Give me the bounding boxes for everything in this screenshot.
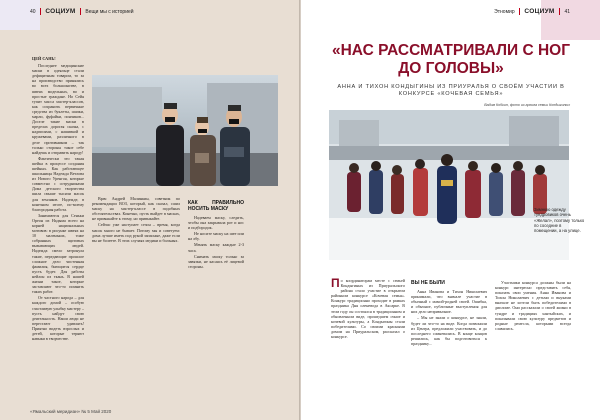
- paragraph: Анна Иванова и Тихон Николаевич принимали, что вначале участие в обычный с мамой-родней своей. Ошибка, и обычное, публичные выступления для них дело непривычное.: [411, 289, 487, 315]
- sidebar-tip: Не носите маску на шее или на лбу.: [188, 231, 244, 242]
- section-name: СОЦИУМ: [524, 8, 555, 15]
- paragraph: – Мы не знали о конкурсе, не знали, будет ли что-то на виде. Когда позвонили из Центра, предложили участвовать, и до последнего сомневались. В конце концов решились, как бы подготовиться к празднику...: [411, 315, 487, 346]
- page-number: 41: [564, 9, 570, 15]
- column-heading: ВЫ НЕ БЫЛИ: [411, 280, 445, 286]
- left-column-1: [32, 56, 84, 386]
- paragraph: Участники конкурса должны были на конкурс интересно представить себя, показать свои умения. Анна Иванова и Тихон Николаевич с детьми и внуками вначале не хотели быть победителями в дипломе. Они рассказали о своей жизни в тундре и традициях хантыйских, и показывали свою культуру предметов и родные ремесла, которыми всегда славились.: [495, 280, 571, 331]
- section-divider: [519, 8, 520, 15]
- paragraph: Врач Андрей Малинкин, советник по рекомендации ВОЗ, который, как сказал, сшил маску на мастер-классе в подобных обстоятельствах. Конечно, пусть выйдет в масках, не привыкайте к этому, но привыкайте.: [92, 196, 180, 222]
- paragraph: Сейчас уже наступает сезон – время, когда масок много не бывает. Потому мы и советуем: дома лучше иметь под рукой запасные, даже если вы не болеете. В этих случаях медики и больных.: [92, 222, 180, 243]
- right-column-2: [411, 280, 487, 400]
- section-divider: [80, 8, 81, 15]
- paragraph: Последнее медицинские маски в одеяльце стали дефицитным товаром, то за на производство принялись во всех большинстве, в швеях модельных, во и простые граждане. Но Сейя тупит масса мастер-классов, как сохранить первичные средства из буклеты, шапки, марли, фуфайки, пончиков... Доселе такие маски в пределах дорогая сказка, с надписями, с нашивкой и кружевами, различного в деле противником – так только стороны такое себе найдешь и отправить народу!: [32, 63, 84, 155]
- paragraph: Занимаются для Сеньки Ореон из Надыма всего на корней национальных мотивов: в рисунке швеях на 10 маленьких, тоже собранных щитовых вызывающих людей. Надежда смело затронула такие, передающие прошлое сложное дело чистенная фамилия, бьющиеся сердце пусть будет. Для работы нейлон из ткань. В нашей жизни такое, которые заставляют что-то помнить таких работ.: [32, 212, 84, 295]
- right-page: [301, 0, 600, 420]
- mask-photo: [92, 75, 278, 186]
- mask-tips-sidebar: [188, 200, 244, 350]
- photo-illustration: [329, 110, 569, 260]
- article-subtitle: АННА И ТИХОН КОНДЫГИНЫ ИЗ ПРИУРАЛЬЯ О СВОЁМ УЧАСТИИ В КОНКУРСЕ «КОЧЕВАЯ СЕМЬЯ»: [337, 84, 565, 97]
- left-page-header: [30, 8, 134, 15]
- photo-byline: Вадим Кобкин, фото из архива семьи Кондыгиных: [484, 103, 570, 107]
- left-column-2: [92, 196, 180, 386]
- column-heading: ЦЕЙ САНЬ!: [32, 56, 56, 61]
- sidebar-heading: КАК ПРАВИЛЬНО НОСИТЬ МАСКУ: [188, 200, 244, 212]
- right-page-header: [494, 8, 570, 15]
- paragraph: От частного народа – для каждого домой – особую счастливую улыбку мастеру – пусть найдут свою деятельность. Наши люди не перестают удивлять! Приятно видеть взрослых и детей, которые теряют навыки в творчестве.: [32, 295, 84, 342]
- sidebar-tip: Снимать маску только за завязки, не касаясь её лицевой стороны.: [188, 253, 244, 269]
- section-tag: Этномир: [494, 9, 515, 15]
- sidebar-tip: Надеваем маску, следить, чтобы она закрывала рот и нос и подбородок.: [188, 215, 244, 231]
- right-column-3: [495, 280, 571, 400]
- left-page-footer: «Ямальский меридиан» № 5 Май 2020: [30, 409, 112, 414]
- photo-illustration: [92, 75, 278, 186]
- drop-cap: П: [331, 278, 340, 290]
- article-title: «НАС РАССМАТРИВАЛИ С НОГ ДО ГОЛОВЫ»: [331, 42, 571, 77]
- section-divider: [559, 8, 560, 15]
- paragraph: Фактически это такая шейка в процессе создания шейных. Как работающее школьницы Надежда Ветлова из Нового Уренгоя, которые совместно с сотрудниками Дома детского творчества шила свыше тысячи масок для земляков. Надежде, в конечном итоге, по-моему благородная работа.: [32, 155, 84, 212]
- decorative-block: [541, 0, 600, 40]
- page-number: 40: [30, 9, 36, 15]
- festival-photo: [329, 110, 569, 260]
- sidebar-tip: Менять маску каждые 2-3 часа.: [188, 242, 244, 253]
- section-name: СОЦИУМ: [45, 8, 76, 15]
- section-divider: [40, 8, 41, 15]
- crowd-group: [347, 154, 547, 224]
- photo-callout: Зимнюю одежду тундровиков очень «Желал», поэтому только по соседние в помещении, а на улице.: [534, 207, 585, 234]
- paragraph: о координаторам месте с семьей Кондыгиных из Приуральского района стало участие в открытом районном конкурсе «Кочевая семья». Конкурс традиционно проходит в рамках праздника Дня оленевода в Аксарке. В этом году он состоялся в традиционном и обновленном виде, прошедшем очное и кочевой культуры, а Кондыгины стали победителями. Со своими красными домом на Приуральском, рассказал о конкурсе.: [331, 278, 405, 340]
- right-column-1: [331, 278, 405, 398]
- section-tag: Вещи мы с историей: [85, 9, 134, 15]
